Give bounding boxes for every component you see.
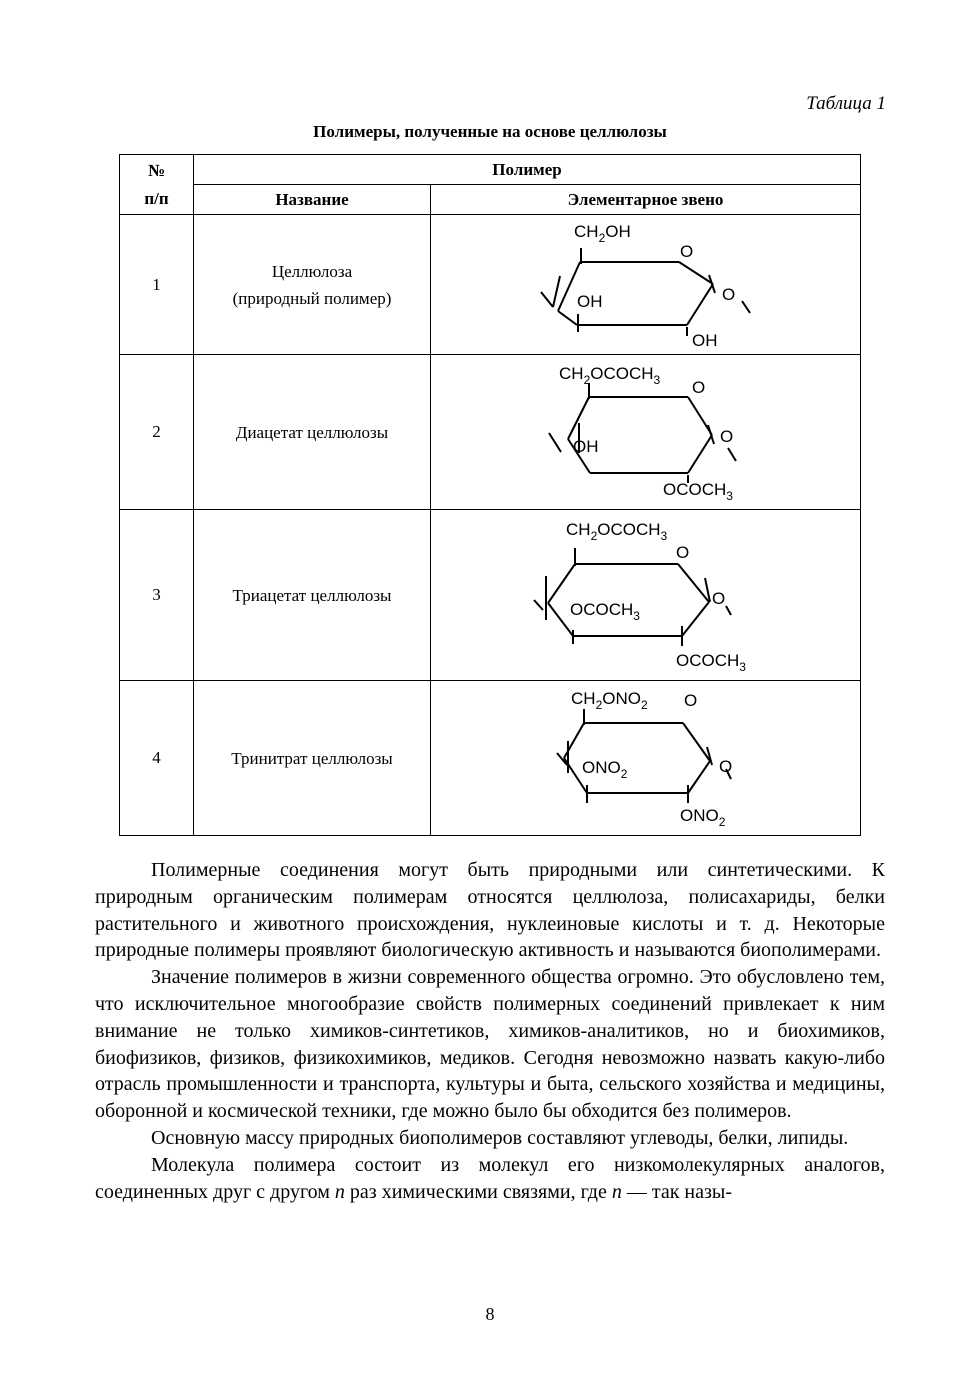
header-unit: Элементарное звено xyxy=(431,185,861,215)
header-number-symbol: № xyxy=(147,160,166,180)
row-name xyxy=(194,215,431,355)
row-name xyxy=(194,510,431,681)
cellulose-triacetate-structure-diagram xyxy=(431,510,861,680)
row-name-line1: Целлюлоза xyxy=(271,261,353,281)
structure-cell xyxy=(431,681,861,836)
table-title: Полимеры, полученные на основе целлюлозы xyxy=(313,122,667,141)
ch2-group-label: $CH_2OCOCH_3$ xyxy=(566,520,668,543)
cellulose-diacetate-structure-diagram xyxy=(431,355,861,509)
structure-cell xyxy=(431,510,861,681)
row-name-line1: Триацетат целлюлозы xyxy=(232,585,392,605)
bottom-substituent-label: $OCOCH_3$ xyxy=(676,651,746,674)
inner-substituent-label: OH xyxy=(573,437,599,456)
paragraph: Полимерные соединения могут быть природными или синтетическими. К природным органическим полимерам относятся целлюлоза, полисахариды, белки растительного и животного происхождения, нуклеиновые кислоты и т. д. Некоторые природные полимеры проявляют биологическую активность и называются биополимерами. xyxy=(95,859,885,962)
bridge-oxygen-label: O xyxy=(722,285,736,304)
bottom-substituent-label: OH xyxy=(692,331,718,350)
row-number: 3 xyxy=(120,510,194,681)
variable-n: n xyxy=(611,1180,622,1203)
header-polymer: Полимер xyxy=(194,155,861,185)
structure-cell xyxy=(431,355,861,510)
table-label: Таблица 1 xyxy=(806,93,886,114)
cellulose-trinitrate-structure-diagram xyxy=(431,681,861,835)
table-row xyxy=(120,681,861,836)
structure-cell xyxy=(431,215,861,355)
ring-oxygen-label: O xyxy=(680,242,694,261)
bottom-substituent-label: $OCOCH_3$ xyxy=(663,480,733,503)
paragraph: Значение полимеров в жизни современного общества огромно. Это обусловлено тем, что исключительное многообразие свойств полимерных соединений привлекает к ним внимание не только химиков-синтетиков, химиков-аналитиков, но и биохимиков, биофизиков, физиков, физикохимиков, медиков. Сегодня невозможно назвать какую-либо отрасль промышленности и транспорта, культуры и быта, сельского хозяйства и медицины, оборонной и космической техники, где можно было бы обходится без полимеров. xyxy=(95,966,885,1123)
row-name-line1: Тринитрат целлюлозы xyxy=(231,748,393,768)
row-number: 2 xyxy=(120,355,194,510)
row-number: 1 xyxy=(120,215,194,355)
table-row xyxy=(120,510,861,681)
bridge-oxygen-label: O xyxy=(712,589,726,608)
bottom-substituent-label: $ONO_2$ xyxy=(680,806,726,829)
bridge-oxygen-label: O xyxy=(719,757,733,776)
variable-n: n xyxy=(334,1180,345,1203)
ring-oxygen-label: O xyxy=(692,378,706,397)
ring-oxygen-label: O xyxy=(676,543,690,562)
cellulose-structure-diagram xyxy=(431,215,861,354)
row-name xyxy=(194,355,431,510)
inner-substituent-label: OH xyxy=(577,292,603,311)
row-number: 4 xyxy=(120,681,194,836)
header-number xyxy=(120,155,194,215)
ring-oxygen-label: O xyxy=(684,691,698,710)
bridge-oxygen-label: O xyxy=(720,427,734,446)
inner-substituent-label: $ONO_2$ xyxy=(582,758,628,781)
page-number: 8 xyxy=(485,1304,495,1324)
polymers-table xyxy=(119,154,861,836)
paragraph: Основную массу природных биополимеров составляют углеводы, белки, липиды. xyxy=(151,1126,849,1149)
header-number-abbrev: п/п xyxy=(144,188,169,208)
row-name xyxy=(194,681,431,836)
table-row xyxy=(120,215,861,355)
header-name: Название xyxy=(194,185,431,215)
row-name-line1: Диацетат целлюлозы xyxy=(235,422,389,442)
ch2-group-label: $CH_2OH$ xyxy=(574,222,631,245)
ch2-group-label: $CH_2OCOCH_3$ xyxy=(559,364,661,387)
ch2-group-label: $CH_2ONO_2$ xyxy=(571,689,648,712)
paragraph: Молекула полимера состоит из молекул его низкомолекулярных аналогов, соединенных друг с другом n раз химическими связями, где n — так назы- xyxy=(95,1153,885,1203)
row-name-line2: (природный полимер) xyxy=(232,288,392,308)
inner-substituent-label: $OCOCH_3$ xyxy=(570,600,640,623)
body-text xyxy=(95,857,885,1205)
table-row xyxy=(120,355,861,510)
